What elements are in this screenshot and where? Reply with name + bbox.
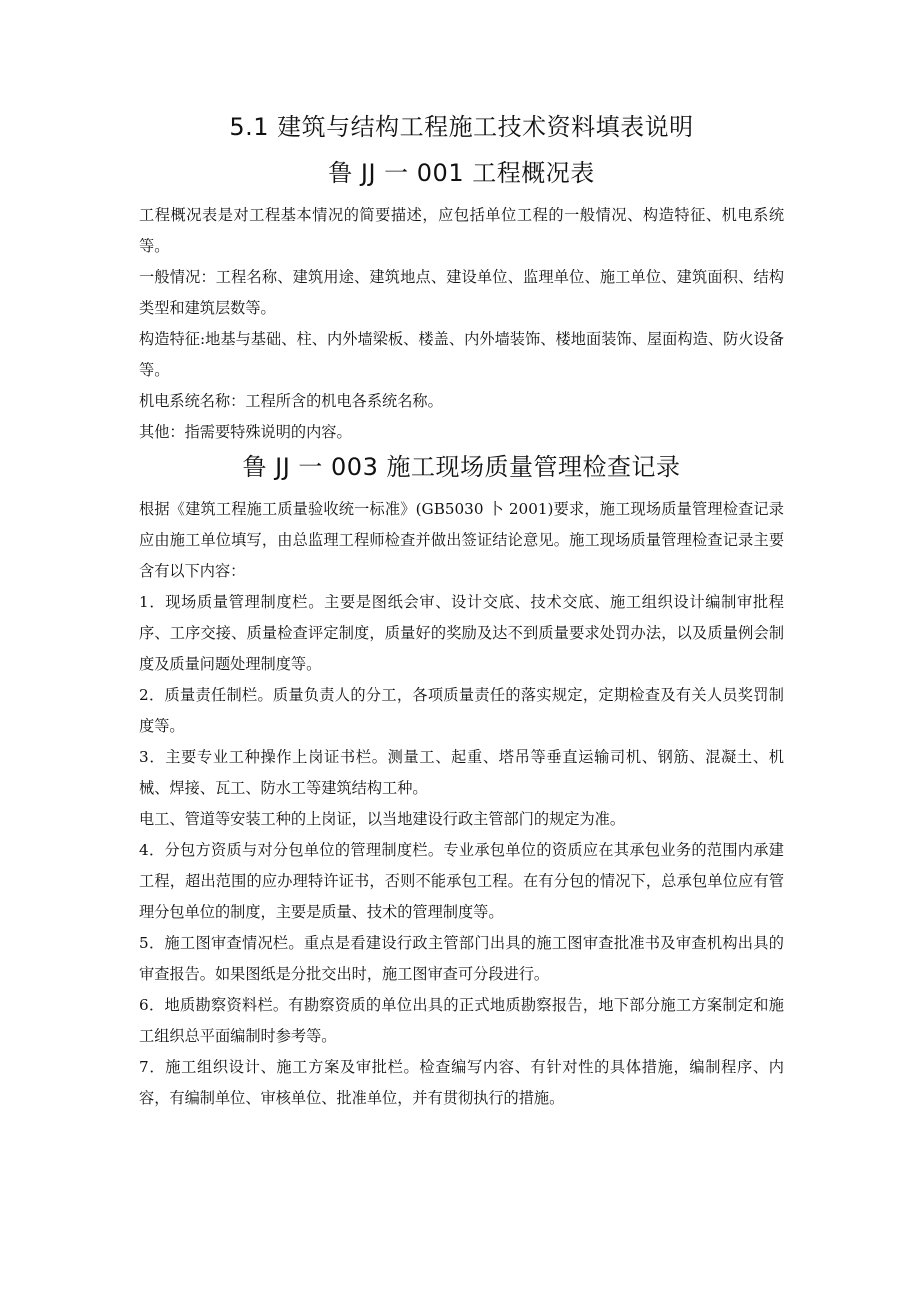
- paragraph: 根据《建筑工程施工质量验收统一标准》(GB5030 卜 2001)要求，施工现场质量管理检查记录应由施工单位填写，由总监理工程师检查并做出签证结论意见。施工现场质量管理检查记录主要含有以下内容：: [139, 500, 784, 580]
- paragraph: 工程概况表是对工程基本情况的简要描述，应包括单位工程的一般情况、构造特征、机电系统等。: [139, 206, 784, 255]
- list-item-7: 7．施工组织设计、施工方案及审批栏。检查编写内容、有针对性的具体措施，编制程序、内容，有编制单位、审核单位、批准单位，并有贯彻执行的措施。: [139, 1058, 784, 1107]
- list-item-5: 5．施工图审查情况栏。重点是看建设行政主管部门出具的施工图审查批准书及审查机构出具的审查报告。如果图纸是分批交出时，施工图审查可分段进行。: [139, 934, 784, 983]
- list-item-2: 2．质量责任制栏。质量负责人的分工，各项质量责任的落实规定，定期检查及有关人员奖罚制度等。: [139, 686, 784, 735]
- document-content: [139, 110, 784, 1114]
- paragraph: 一般情况：工程名称、建筑用途、建筑地点、建设单位、监理单位、施工单位、建筑面积、结构类型和建筑层数等。: [139, 268, 784, 317]
- list-item-3: 3．主要专业工种操作上岗证书栏。测量工、起重、塔吊等垂直运输司机、钢筋、混凝土、机械、焊接、瓦工、防水工等建筑结构工种。: [139, 748, 784, 797]
- paragraph: 构造特征:地基与基础、柱、内外墙梁板、楼盖、内外墙装饰、楼地面装饰、屋面构造、防火设备等。: [139, 330, 784, 379]
- document-title: 5.1 建筑与结构工程施工技术资料填表说明: [229, 113, 694, 141]
- paragraph: 机电系统名称：工程所含的机电各系统名称。: [139, 392, 443, 410]
- paragraph: 其他：指需要特殊说明的内容。: [139, 423, 352, 441]
- section-heading-001: 鲁 JJ 一 001 工程概况表: [328, 159, 595, 187]
- paragraph: 电工、管道等安装工种的上岗证，以当地建设行政主管部门的规定为准。: [139, 810, 625, 828]
- section-heading-003: 鲁 JJ 一 003 施工现场质量管理检查记录: [242, 453, 681, 481]
- list-item-4: 4．分包方资质与对分包单位的管理制度栏。专业承包单位的资质应在其承包业务的范围内承建工程，超出范围的应办理特许证书，否则不能承包工程。在有分包的情况下，总承包单位应有管理分包单位的制度，主要是质量、技术的管理制度等。: [139, 841, 784, 921]
- list-item-6: 6．地质勘察资料栏。有勘察资质的单位出具的正式地质勘察报告，地下部分施工方案制定和施工组织总平面编制时参考等。: [139, 996, 784, 1045]
- list-item-1: 1．现场质量管理制度栏。主要是图纸会审、设计交底、技术交底、施工组织设计编制审批程序、工序交接、质量检查评定制度，质量好的奖励及达不到质量要求处罚办法，以及质量例会制度及质量问题处理制度等。: [139, 593, 784, 673]
